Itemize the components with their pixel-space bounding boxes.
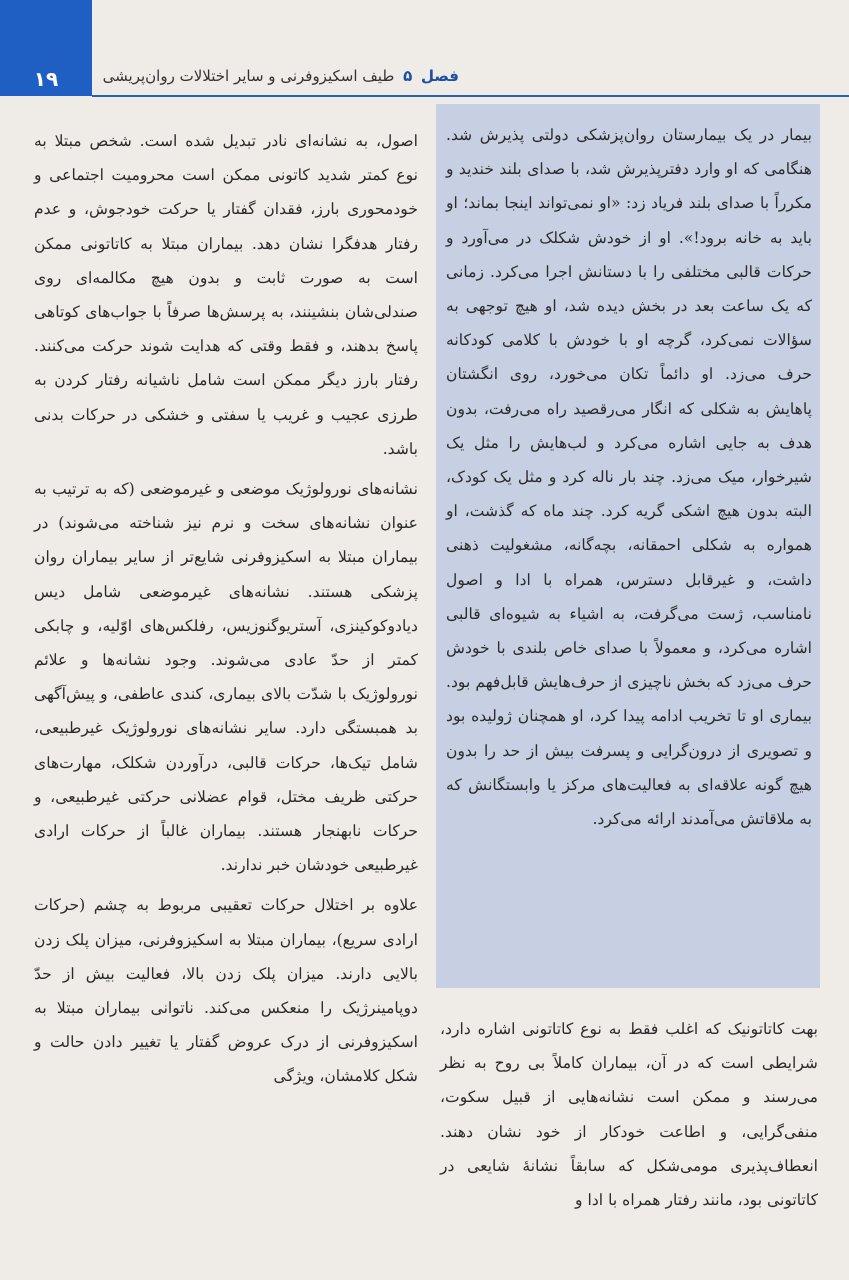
- chapter-label: فصل: [421, 67, 459, 85]
- chapter-title: طیف اسکیزوفرنی و سایر اختلالات روان‌پریشی: [102, 67, 395, 85]
- right-column-paragraph: بهت کاتاتونیک که اغلب فقط به نوع کاتاتونی اشاره دارد، شرایطی است که در آن، بیماران کاملاً بی روح به نظر می‌رسند و ممکن است نشانه‌هایی از قبیل سکوت، منفی‌گرایی، و اطاعت خودکار از خود نشان دهند. انعطاف‌پذیری مومی‌شکل که سابقاً نشانهٔ شایعی در کاتاتونی بود، مانند رفتار همراه با ادا و: [440, 1020, 818, 1210]
- left-paragraph-3: علاوه بر اختلال حرکات تعقیبی مربوط به چشم (حرکات ارادی سریع)، بیماران مبتلا به اسکیزوفرنی، میزان پلک زدن بالایی دارند. میزان پلک زدن بالا، فعالیت بیش از حدّ دوپامینرژیک را منعکس می‌کند. ناتوانی بیماران مبتلا به اسکیزوفرنی از درک عروض گفتار یا تغییر دادن حالت و شکل کلامشان، ویژگی: [34, 896, 418, 1086]
- chapter-number: ۵: [403, 67, 413, 85]
- left-paragraph-2: نشانه‌های نورولوژیک موضعی و غیرموضعی (که به ترتیب به عنوان نشانه‌های سخت و نرم نیز شناخته می‌شوند) در بیماران مبتلا به اسکیزوفرنی شایع‌تر از سایر بیماران روان پزشکی هستند. نشانه‌های غیرموضعی شامل دیس دیادوکوکینزی، آستریوگنوزیس، رفلکس‌های اوّلیه، و چابکی کمتر از حدّ عادی می‌شوند. وجود نشانه‌ها و علائم نورولوژیک با شدّت بالای بیماری، کندی عاطفی، و پیش‌آگهی بد همبستگی دارد. سایر نشانه‌های نورولوژیک غیرطبیعی، شامل تیک‌ها، حرکات قالبی، درآوردن شکلک، مهارت‌های حرکتی ظریف مختل، قوام عضلانی حرکتی غیرطبیعی، و حرکات نابهنجار هستند. بیماران غالباً از حرکات ارادی غیرطبیعی خودشان خبر ندارند.: [34, 480, 418, 875]
- header-rule: [92, 95, 849, 97]
- header-color-block: [0, 0, 92, 62]
- case-paragraph: بیمار در یک بیمارستان روان‌پزشکی دولتی پذیرش شد. هنگامی که او وارد دفترپذیرش شد، با صدای بلند خندید و مکرراً با صدای بلند فریاد زد: «او نمی‌تواند اینجا بماند؛ او باید به خانه برود!». او از خودش شکلک در می‌آورد و حرکات قالبی مختلفی را با دستانش اجرا می‌کرد. زمانی که یک ساعت بعد در بخش دیده شد، او هیچ توجهی به سؤالات نمی‌کرد، گرچه او با خودش با کلامی کودکانه حرف می‌زد. او دائماً تکان می‌خورد، روی انگشتان پاهایش به شکلی که انگار می‌رقصید راه می‌رفت، بدون هدف به جایی اشاره می‌کرد و لب‌هایش را مثل یک شیرخوار، میک می‌زد. چند بار ناله کرد و مثل یک کودک، البته بدون هیچ اشکی گریه کرد. چند ماه که گذشت، او همواره به شکلی احمقانه، بچه‌گانه، مشغولیت ذهنی داشت، و غیرقابل دسترس، همراه با ادا و اصول نامناسب، ژست می‌گرفت، به اشیاء به شیوه‌ای قالبی اشاره می‌کرد، و معمولاً با صدای خاص بلندی با خودش حرف می‌زد که بخش ناچیزی از حرف‌هایش قابل‌فهم بود. بیماری او تا تخریب ادامه پیدا کرد، او همچنان ژولیده بود و تصویری از درون‌گرایی و پسرفت بیش از حد را بدون هیچ گونه علاقه‌ای به فعالیت‌های مرکز یا وابستگانش که به ملاقاتش می‌آمدند ارائه می‌کرد.: [446, 126, 812, 829]
- page-number: ۱۹: [0, 62, 92, 96]
- left-column-text: [34, 124, 418, 1094]
- left-paragraph-1: اصول، به نشانه‌ای نادر تبدیل شده است. شخص مبتلا به نوع کمتر شدید کاتونی ممکن است محرومیت اجتماعی و خودمحوری بارز، فقدان گفتار یا حرکت خودجوش، و عدم رفتار هدفگرا نشان دهد. بیماران مبتلا به کاتاتونی ممکن است به صورت ثابت و بدون هیچ مکالمه‌ای روی صندلی‌شان بنشینند، به پرسش‌ها صرفاً با جواب‌های کوتاهی پاسخ بدهند، و فقط وقتی که هدایت شوند حرکت می‌کنند. رفتار بارز دیگر ممکن است شامل ناشیانه رفتار کردن به طرزی عجیب و غریب یا سفتی و خشکی در حرکات بدنی باشد.: [34, 132, 418, 458]
- right-column-text: [440, 1012, 818, 1217]
- case-box-text: [446, 118, 812, 836]
- running-header: [100, 60, 459, 92]
